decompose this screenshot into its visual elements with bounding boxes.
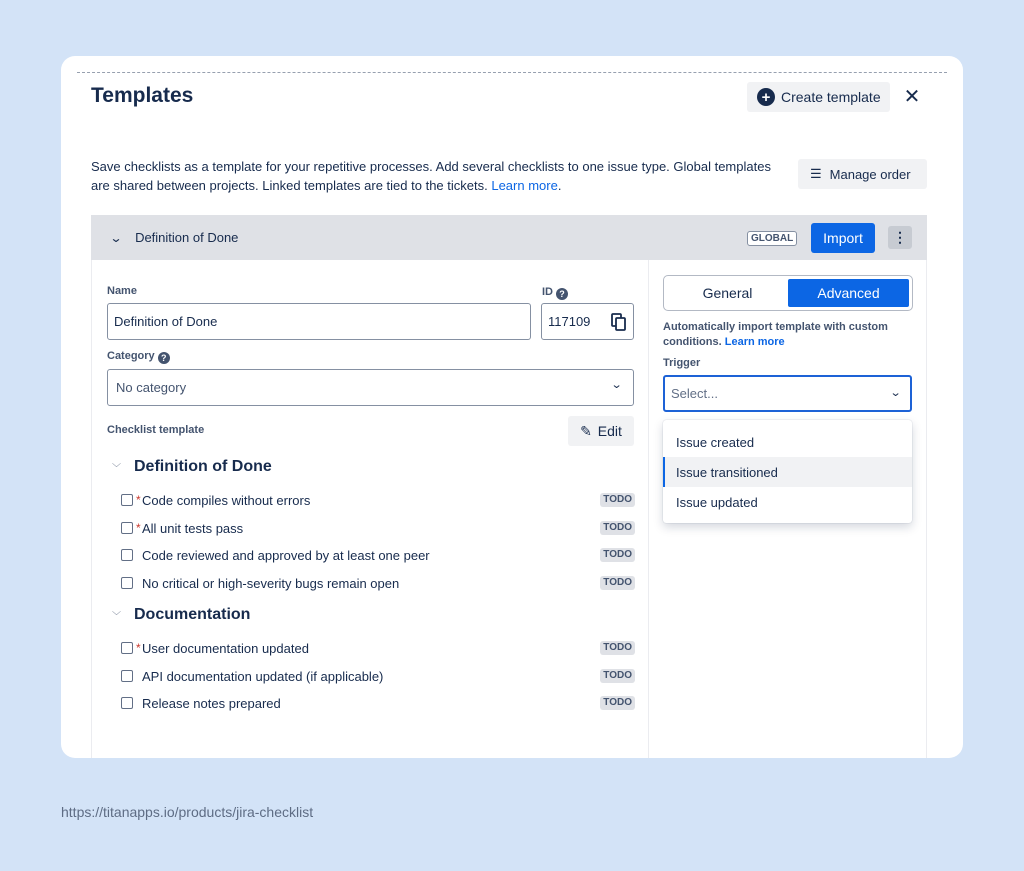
item-checkbox[interactable] [121, 549, 133, 561]
create-template-label: Create template [781, 89, 881, 105]
checklist-item [121, 693, 635, 713]
checklist-template-label: Checklist template [107, 424, 205, 436]
description-text: Save checklists as a template for your repetitive processes. Add several checklists to one issue type. Global templates are shared between projects. Linked templates are tied to the tickets. [91, 159, 771, 193]
help-icon[interactable]: ? [556, 288, 568, 300]
checklist-item [121, 545, 635, 565]
item-checkbox[interactable] [121, 577, 133, 589]
learn-more-link[interactable]: Learn more [491, 178, 558, 193]
status-badge: TODO [600, 548, 635, 562]
category-select[interactable] [107, 369, 634, 406]
auto-import-description: Automatically import template with custom conditions. [663, 321, 888, 348]
edit-button[interactable] [568, 416, 634, 446]
item-checkbox[interactable] [121, 670, 133, 682]
status-badge: TODO [600, 641, 635, 655]
template-details-panel [91, 260, 649, 758]
item-text: API documentation updated (if applicable) [142, 668, 384, 684]
list-icon: ☰ [810, 166, 822, 181]
checklist-item [121, 518, 635, 538]
edit-label: Edit [597, 423, 622, 439]
checklist-group [112, 606, 250, 624]
option-issue-created[interactable]: Issue created [676, 434, 755, 450]
required-asterisk: * [136, 521, 141, 535]
import-button[interactable]: Import [811, 223, 875, 253]
trigger-placeholder: Select... [671, 386, 718, 401]
id-value: 117109 [548, 314, 591, 329]
checklist-item [121, 666, 635, 686]
option-issue-transitioned[interactable]: Issue transitioned [663, 457, 912, 487]
chevron-down-icon: ⌄ [610, 379, 623, 391]
trigger-label: Trigger [663, 357, 701, 369]
name-input[interactable]: Definition of Done [107, 303, 531, 340]
item-text: No critical or high-severity bugs remain open [142, 575, 400, 591]
required-asterisk: * [136, 641, 141, 655]
checklist-group [112, 458, 272, 476]
help-icon[interactable]: ? [158, 352, 170, 364]
group-title: Documentation [134, 606, 251, 623]
category-label: Category [107, 350, 155, 362]
item-checkbox[interactable] [121, 494, 133, 506]
manage-order-label: Manage order [829, 166, 911, 182]
more-actions-icon[interactable]: ⋮ [888, 226, 912, 249]
item-text: Code reviewed and approved by at least one peer [142, 547, 430, 563]
learn-more-link[interactable]: Learn more [724, 336, 785, 348]
category-label-wrap [107, 350, 170, 364]
required-asterisk: * [136, 493, 141, 507]
footer-url: https://titanapps.io/products/jira-checklist [61, 804, 314, 820]
item-checkbox[interactable] [121, 697, 133, 709]
status-badge: TODO [600, 696, 635, 710]
status-badge: TODO [600, 576, 635, 590]
category-value: No category [116, 380, 187, 395]
templates-modal [61, 56, 963, 758]
checklist-item [121, 490, 635, 510]
item-checkbox[interactable] [121, 522, 133, 534]
status-badge: TODO [600, 521, 635, 535]
checklist-item [121, 573, 635, 593]
modal-title: Templates [91, 84, 194, 107]
chevron-down-icon: ⌄ [889, 387, 902, 399]
top-divider [77, 72, 947, 73]
id-label: ID [542, 286, 553, 298]
name-label: Name [107, 285, 137, 297]
chevron-down-icon[interactable]: ⌄ [109, 230, 123, 245]
settings-panel [649, 260, 927, 758]
manage-order-button[interactable] [798, 159, 927, 189]
settings-tabs [663, 275, 913, 311]
auto-import-text [663, 320, 913, 350]
close-icon[interactable]: ✕ [903, 86, 921, 108]
trigger-dropdown [663, 420, 912, 523]
tab-advanced[interactable]: Advanced [788, 279, 909, 307]
id-label-wrap [542, 286, 568, 300]
copy-icon[interactable] [611, 313, 626, 331]
global-badge: GLOBAL [747, 231, 797, 246]
item-text: Code compiles without errors [142, 492, 311, 508]
chevron-down-icon[interactable]: ﹀ [112, 610, 122, 621]
create-template-button[interactable] [747, 82, 890, 112]
template-section-header[interactable] [91, 215, 927, 260]
chevron-down-icon[interactable]: ﹀ [112, 462, 122, 473]
status-badge: TODO [600, 669, 635, 683]
plus-circle-icon: + [757, 88, 775, 106]
trigger-select[interactable] [663, 375, 912, 412]
edit-icon: ✎ [580, 422, 592, 439]
section-title: Definition of Done [135, 230, 239, 245]
item-text: Release notes prepared [142, 695, 281, 711]
group-title: Definition of Done [134, 458, 272, 475]
option-issue-updated[interactable]: Issue updated [676, 494, 758, 510]
tab-general[interactable]: General [702, 285, 753, 301]
description [91, 157, 771, 195]
id-field [541, 303, 634, 340]
item-text: User documentation updated [142, 640, 309, 656]
item-text: All unit tests pass [142, 520, 244, 536]
item-checkbox[interactable] [121, 642, 133, 654]
checklist-item [121, 638, 635, 658]
description-period: . [557, 178, 562, 193]
status-badge: TODO [600, 493, 635, 507]
